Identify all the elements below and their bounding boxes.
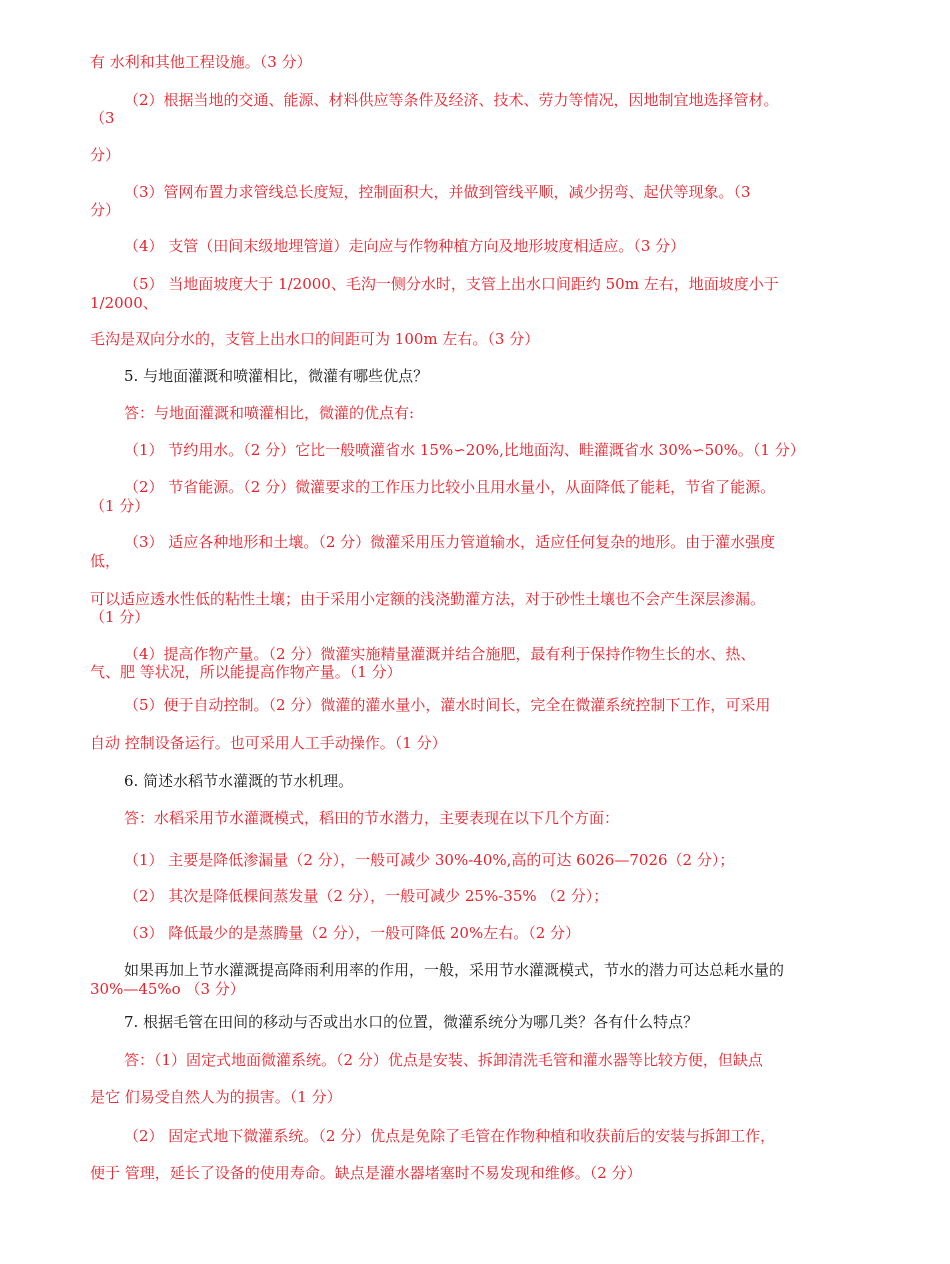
text-line: 可以适应透水性低的粘性土壤；由于采用小定额的浅浇勤灌方法，对于砂性土壤也不会产生深层渗漏。	[90, 590, 766, 608]
question-7: 7. 根据毛管在田间的移动与否或出水口的位置，微灌系统分为哪几类？各有什么特点？	[124, 1013, 699, 1031]
text-line: 答：水稻采用节水灌溉模式，稻田的节水潜力，主要表现在以下几个方面：	[124, 809, 620, 827]
text-line: 低，	[90, 552, 121, 570]
text-line: （4）提高作物产量。（2 分）微灌实施精量灌溉并结合施肥，最有利于保持作物生长的水、热、	[124, 645, 756, 663]
text-line: 气、肥 等状况，所以能提高作物产量。（1 分）	[90, 663, 402, 681]
text-line: （3） 降低最少的是蒸腾量（2 分），一般可降低 20%左右。（2 分）	[124, 924, 581, 942]
text-line: 有 水利和其他工程设施。（3 分）	[90, 53, 312, 71]
text-line: （3	[90, 109, 115, 127]
text-line: 30%—45%o （3 分）	[90, 980, 245, 998]
text-line: （1） 节约用水。（2 分）它比一般喷灌省水 15%∽20%,比地面沟、畦灌溉省水 30%∽50%。（1 分）	[124, 441, 805, 459]
text-line: （1） 主要是降低渗漏量（2 分），一般可减少 30%-40%,高的可达 6026—7026（2 分）；	[124, 851, 735, 869]
text-line: （5） 当地面坡度大于 1/2000、毛沟一侧分水时，支管上出水口间距约 50m 左右，地面坡度小于	[124, 275, 779, 293]
text-line: （2） 节省能源。（2 分）微灌要求的工作压力比较小且用水量小，从面降低了能耗，节省了能源。	[124, 478, 776, 496]
text-line: 是它 们易受自然人为的损害。（1 分）	[90, 1088, 342, 1106]
text-line: 便于 管理，延长了设备的使用寿命。缺点是灌水器堵塞时不易发现和维修。（2 分）	[90, 1164, 642, 1182]
text-line: 毛沟是双向分水的，支管上出水口的间距可为 100m 左右。（3 分）	[90, 330, 540, 348]
text-line: （3） 适应各种地形和土壤。（2 分）微灌采用压力管道输水，适应任何复杂的地形。由于灌水强度	[124, 533, 776, 551]
text-line: 答：（1）固定式地面微灌系统。（2 分）优点是安装、拆卸清洗毛管和灌水器等比较方便，但缺点	[124, 1051, 763, 1069]
text-line: 如果再加上节水灌溉提高降雨利用率的作用，一般，采用节水灌溉模式，节水的潜力可达总耗水量的	[124, 961, 785, 979]
question-5: 5. 与地面灌溉和喷灌相比，微灌有哪些优点？	[124, 367, 429, 385]
text-line: 自动 控制设备运行。也可采用人工手动操作。（1 分）	[90, 734, 447, 752]
text-line: （2） 其次是降低棵间蒸发量（2 分），一般可减少 25%-35% （2 分）；	[124, 887, 609, 905]
text-line: （1 分）	[90, 497, 150, 515]
text-line: 分）	[90, 146, 121, 164]
text-line: 分）	[90, 201, 121, 219]
text-line: （2） 固定式地下微灌系统。（2 分）优点是免除了毛管在作物种植和收获前后的安装与拆卸工作，	[124, 1127, 776, 1145]
text-line: （2）根据当地的交通、能源、材料供应等条件及经济、技术、劳力等情况，因地制宜地选择管材。	[124, 91, 779, 109]
text-line: （3）管网布置力求管线总长度短，控制面积大，并做到管线平顺，减少拐弯、起伏等现象。（3	[124, 183, 751, 201]
text-line: （4） 支管（田间末级地埋管道）走向应与作物种植方向及地形坡度相适应。（3 分）	[124, 237, 686, 255]
text-line: （5）便于自动控制。（2 分）微灌的灌水量小，灌水时间长，完全在微灌系统控制下工作，可采用	[124, 696, 771, 714]
text-line: 答：与地面灌溉和喷灌相比，微灌的优点有:	[124, 404, 415, 422]
text-line: 1/2000、	[90, 294, 158, 312]
text-line: （1 分）	[90, 608, 150, 626]
question-6: 6. 简述水稻节水灌溉的节水机理。	[124, 772, 354, 790]
